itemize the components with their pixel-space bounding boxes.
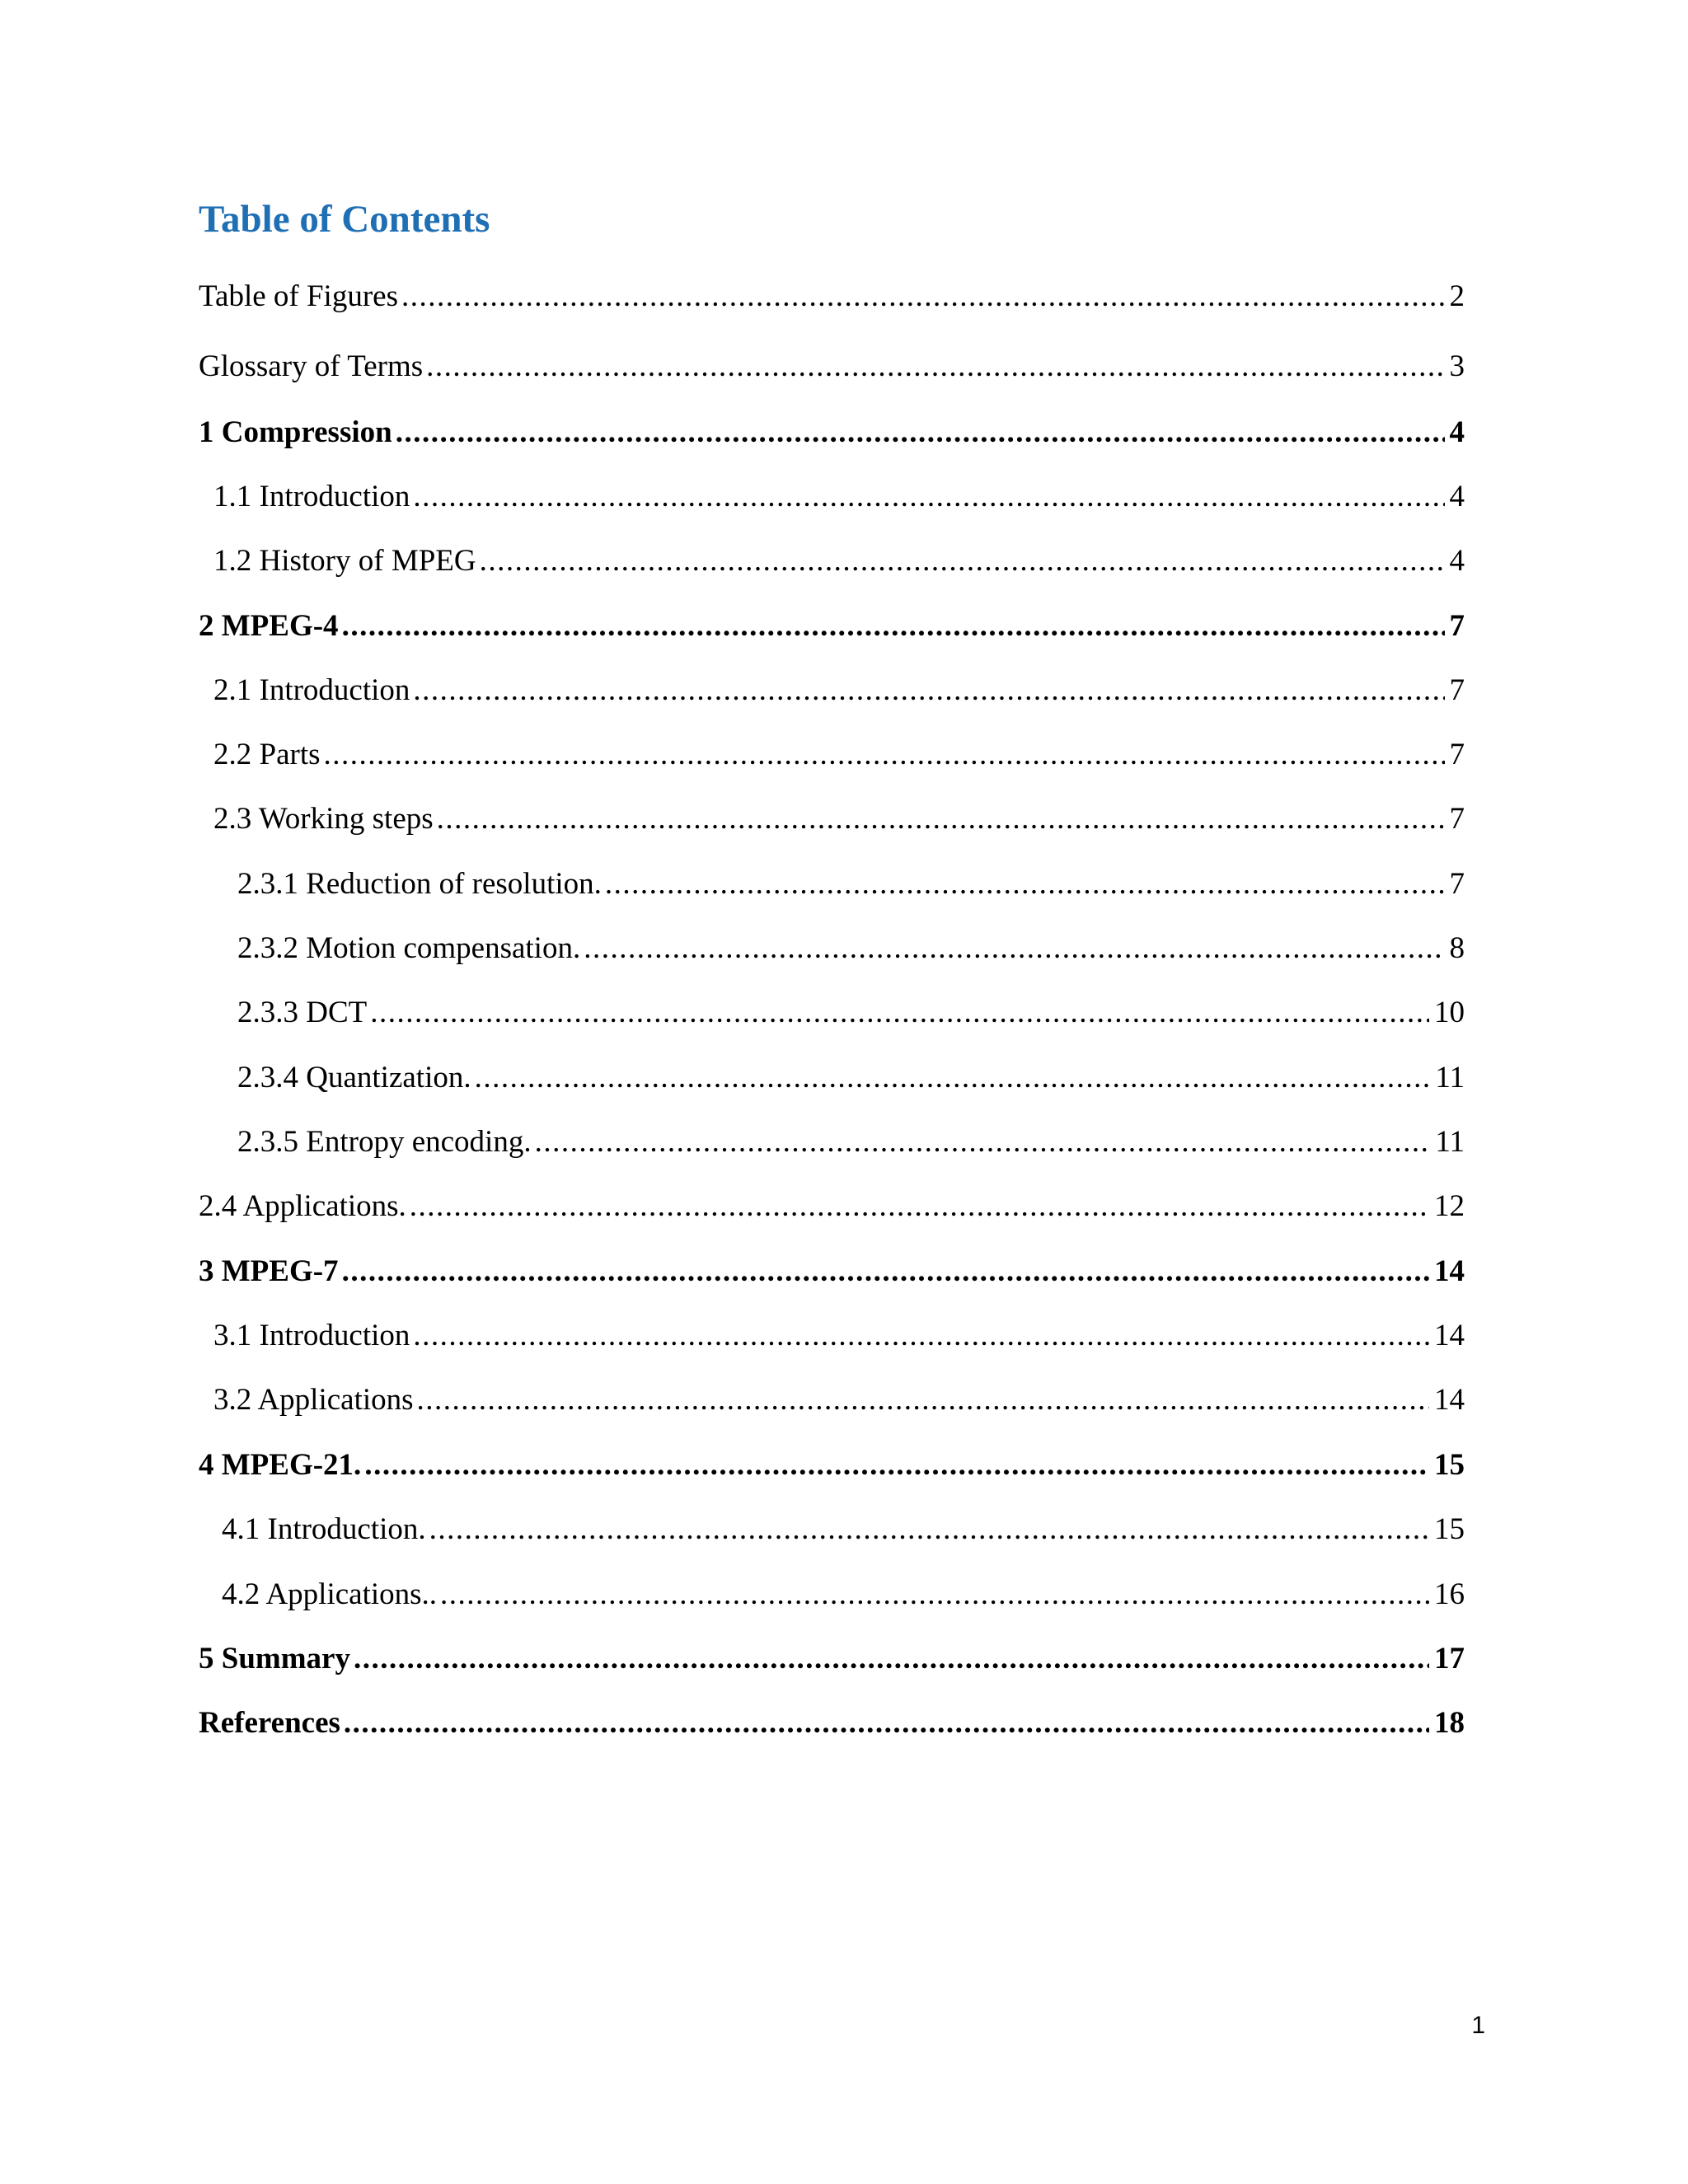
toc-entry-label: Table of Figures <box>199 279 398 313</box>
toc-entry-page: 2 <box>1449 279 1465 313</box>
toc-dot-leader <box>535 1122 1431 1163</box>
toc-dot-leader <box>413 670 1444 711</box>
toc-dot-leader <box>401 276 1445 317</box>
toc-entry-label: 2.1 Introduction <box>213 673 410 707</box>
toc-entry[interactable] <box>199 1186 1465 1227</box>
toc-entry-label: 2.3 Working steps <box>213 802 434 836</box>
toc-entry-page: 15 <box>1434 1448 1465 1482</box>
toc-dot-leader <box>324 734 1445 776</box>
toc-entry-page: 14 <box>1434 1319 1465 1352</box>
toc-dot-leader <box>413 1315 1429 1357</box>
toc-entry-label: 2.3.2 Motion compensation. <box>237 931 581 965</box>
toc-entry[interactable] <box>199 412 1465 453</box>
toc-entry-label: 3 MPEG-7 <box>199 1254 339 1288</box>
toc-entry-label: 2.3.3 DCT <box>237 996 368 1029</box>
toc-dot-leader <box>605 864 1445 905</box>
toc-dot-leader <box>440 1574 1429 1615</box>
toc-dot-leader <box>429 1509 1429 1550</box>
toc-entry-label: 2.3.4 Quantization. <box>237 1061 471 1094</box>
page-number: 1 <box>1471 2012 1485 2039</box>
toc-dot-leader <box>410 1186 1429 1227</box>
toc-entry-label: 3.1 Introduction <box>213 1319 410 1352</box>
toc-entry-label: 2 MPEG-4 <box>199 609 339 643</box>
toc-entry-label: 5 Summary <box>199 1642 350 1675</box>
toc-dot-leader <box>426 346 1444 387</box>
toc-entry[interactable] <box>213 799 1465 840</box>
toc-entry-page: 7 <box>1449 673 1465 707</box>
toc-entry[interactable] <box>213 1315 1465 1357</box>
toc-entry-page: 4 <box>1449 544 1465 578</box>
toc-entry[interactable] <box>237 864 1465 905</box>
toc-entry[interactable] <box>199 1445 1465 1486</box>
toc-dot-leader <box>342 1251 1429 1292</box>
toc-entry[interactable] <box>199 276 1465 317</box>
toc-entry-label: 4 MPEG-21. <box>199 1448 362 1482</box>
toc-entry-label: 1.2 History of MPEG <box>213 544 476 578</box>
toc-entry-label: 2.4 Applications. <box>199 1189 406 1223</box>
toc-dot-leader <box>354 1638 1429 1680</box>
toc-entry[interactable] <box>213 476 1465 518</box>
toc-entry-label: 2.3.5 Entropy encoding. <box>237 1125 532 1159</box>
toc-dot-leader <box>344 1703 1429 1744</box>
toc-entry-label: Glossary of Terms <box>199 349 424 383</box>
toc-entry-page: 7 <box>1449 609 1465 643</box>
toc-entry[interactable] <box>199 1638 1465 1680</box>
toc-dot-leader <box>413 476 1444 518</box>
toc-entry-page: 7 <box>1449 738 1465 771</box>
toc-entry-page: 17 <box>1434 1642 1465 1675</box>
toc-entry-page: 14 <box>1434 1383 1465 1417</box>
toc-dot-leader <box>584 928 1444 969</box>
toc-entry-label: 4.1 Introduction. <box>222 1512 426 1546</box>
toc-entry[interactable] <box>199 346 1465 387</box>
toc-entry-page: 18 <box>1434 1706 1465 1740</box>
toc-entry-page: 4 <box>1449 480 1465 513</box>
toc-entry-label: 4.2 Applications.. <box>222 1577 438 1611</box>
toc-dot-leader <box>370 992 1429 1033</box>
toc-entry-page: 3 <box>1449 349 1465 383</box>
toc-entry-page: 10 <box>1434 996 1465 1029</box>
toc-entry[interactable] <box>199 606 1465 647</box>
toc-entry-page: 7 <box>1449 802 1465 836</box>
toc-entry[interactable] <box>199 1703 1465 1744</box>
toc-entry-page: 8 <box>1449 931 1465 965</box>
toc-entry-page: 11 <box>1435 1125 1465 1159</box>
toc-entry-page: 16 <box>1434 1577 1465 1611</box>
toc-entry[interactable] <box>222 1574 1465 1615</box>
toc-dot-leader <box>396 412 1445 453</box>
toc-entry[interactable] <box>237 1057 1465 1099</box>
toc-dot-leader <box>437 799 1445 840</box>
toc-entry-page: 14 <box>1434 1254 1465 1288</box>
toc-dot-leader <box>364 1445 1429 1486</box>
toc-entry-label: 2.3.1 Reduction of resolution. <box>237 867 602 901</box>
toc-dot-leader <box>480 541 1445 582</box>
page-title: Table of Contents <box>199 198 490 241</box>
toc-entry-label: 3.2 Applications <box>213 1383 414 1417</box>
toc-entry[interactable] <box>237 928 1465 969</box>
toc-entry-page: 15 <box>1434 1512 1465 1546</box>
toc-dot-leader <box>342 606 1445 647</box>
toc-entry-page: 7 <box>1449 867 1465 901</box>
toc-entry-page: 12 <box>1434 1189 1465 1223</box>
toc-entry-label: 2.2 Parts <box>213 738 321 771</box>
toc-entry[interactable] <box>237 992 1465 1033</box>
toc-entry-page: 11 <box>1435 1061 1465 1094</box>
toc-entry[interactable] <box>222 1509 1465 1550</box>
toc-entry-label: 1.1 Introduction <box>213 480 410 513</box>
toc-entry[interactable] <box>237 1122 1465 1163</box>
toc-entry-label: References <box>199 1706 340 1740</box>
toc-entry[interactable] <box>199 1251 1465 1292</box>
toc-entry[interactable] <box>213 670 1465 711</box>
toc-entry[interactable] <box>213 1380 1465 1421</box>
toc-dot-leader <box>475 1057 1431 1099</box>
toc-entry-label: 1 Compression <box>199 415 392 449</box>
toc-entry[interactable] <box>213 541 1465 582</box>
toc-entry[interactable] <box>213 734 1465 776</box>
toc-dot-leader <box>417 1380 1429 1421</box>
toc-entry-page: 4 <box>1449 415 1465 449</box>
